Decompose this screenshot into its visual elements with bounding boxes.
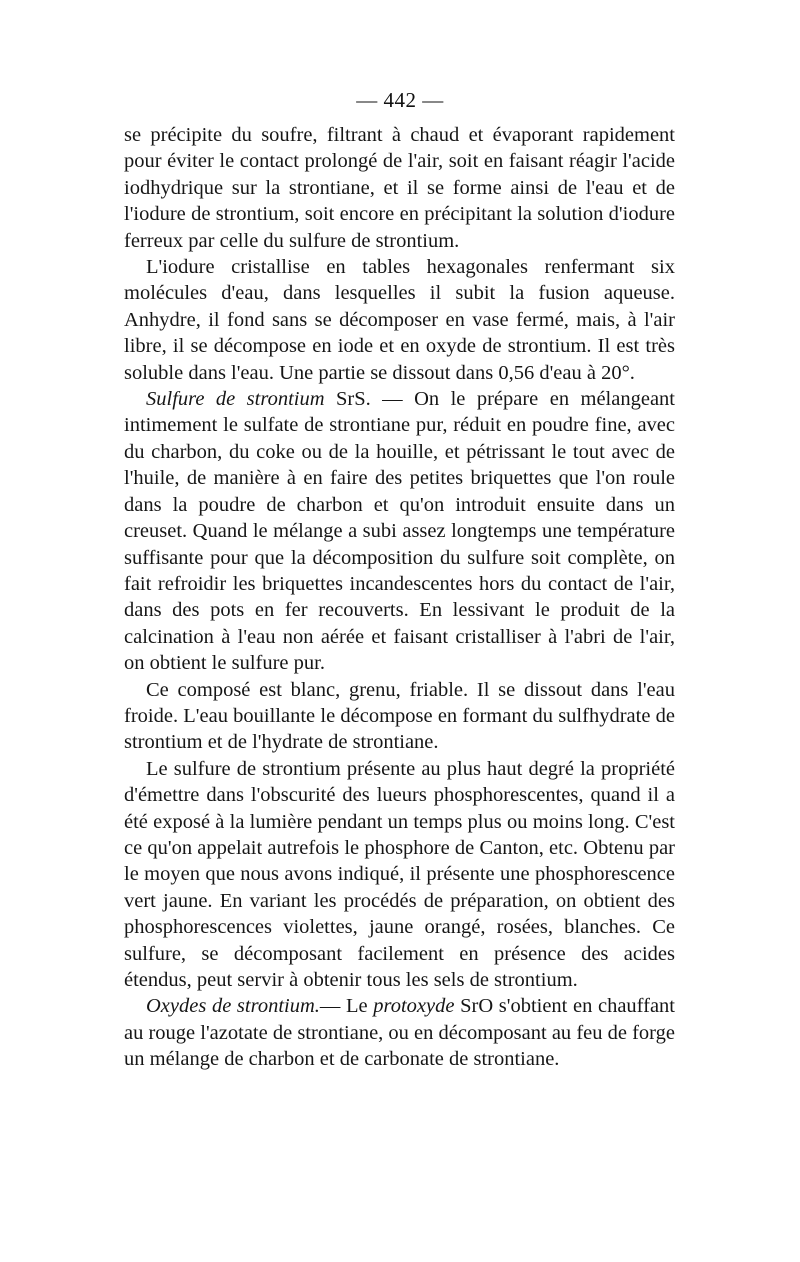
paragraph-6-dash: — Le xyxy=(319,995,374,1018)
paragraph-6 xyxy=(124,993,675,1072)
paragraph-3 xyxy=(124,386,675,676)
section-heading-sulfure: Sulfure de strontium xyxy=(146,388,325,411)
section-heading-oxydes: Oxydes de strontium. xyxy=(146,995,320,1018)
paragraph-6-text: SrO s'obtient en chauffant au rouge l'azotate de strontiane, ou en décomposant au feu de forge un mélange de charbon et de carbonate de strontiane. xyxy=(124,995,675,1071)
body-text xyxy=(124,122,675,1073)
paragraph-4 xyxy=(124,677,675,756)
paragraph-1 xyxy=(124,122,675,254)
paragraph-5 xyxy=(124,756,675,994)
page-number: — 442 — xyxy=(356,88,444,112)
paragraph-2 xyxy=(124,254,675,386)
paragraph-2-text: L'iodure cristallise en tables hexagonales renfermant six molécules d'eau, dans lesquelles il subit la fusion aqueuse. Anhydre, il fond sans se décomposer en vase fermé, mais, à l'air libre, il se décompose en iode et en oxyde de strontium. Il est très soluble dans l'eau. Une partie se dissout dans 0,56 d'eau à 20°. xyxy=(124,256,675,384)
paragraph-1-text: se précipite du soufre, filtrant à chaud et évaporant rapidement pour éviter le contact prolongé de l'air, soit en faisant réagir l'acide iodhydrique sur la strontiane, et il se forme ainsi de l'eau et de l'iodure de strontium, soit encore en précipitant la solution d'iodure ferreux par celle du sulfure de strontium. xyxy=(124,124,675,252)
paragraph-5-text: Le sulfure de strontium présente au plus haut degré la propriété d'émettre dans l'obscurité des lueurs phosphorescentes, quand il a été exposé à la lumière pendant un temps plus ou moins long. C'est ce qu'on appelait autrefois le phosphore de Canton, etc. Obtenu par le moyen que nous avons indiqué, il présente une phosphorescence vert jaune. En variant les procédés de préparation, on obtient des phosphorescences violettes, jaune orangé, rosées, blanches. Ce sulfure, se décomposant facilement en présence des acides étendus, peut servir à obtenir tous les sels de strontium. xyxy=(124,757,675,991)
paragraph-4-text: Ce composé est blanc, grenu, friable. Il se dissout dans l'eau froide. L'eau bouillante le décompose en formant du sulfhydrate de strontium et de l'hydrate de strontiane. xyxy=(124,678,675,754)
paragraph-3-text: SrS. — On le prépare en mélangeant intimement le sulfate de strontiane pur, réduit en poudre fine, avec du charbon, du coke ou de la houille, et pétrissant le tout avec de l'huile, de manière à en faire des petites briquettes que l'on roule dans la poudre de charbon et qu'on introduit ensuite dans un creuset. Quand le mélange a subi assez longtemps une température suffisante pour que la décomposition du sulfure soit complète, on fait refroidir les briquettes incandescentes hors du contact de l'air, dans des pots en fer recouverts. En lessivant le produit de la calcination à l'eau non aérée et faisant cristalliser à l'abri de l'air, on obtient le sulfure pur. xyxy=(124,388,675,675)
term-protoxyde: protoxyde xyxy=(373,995,455,1018)
